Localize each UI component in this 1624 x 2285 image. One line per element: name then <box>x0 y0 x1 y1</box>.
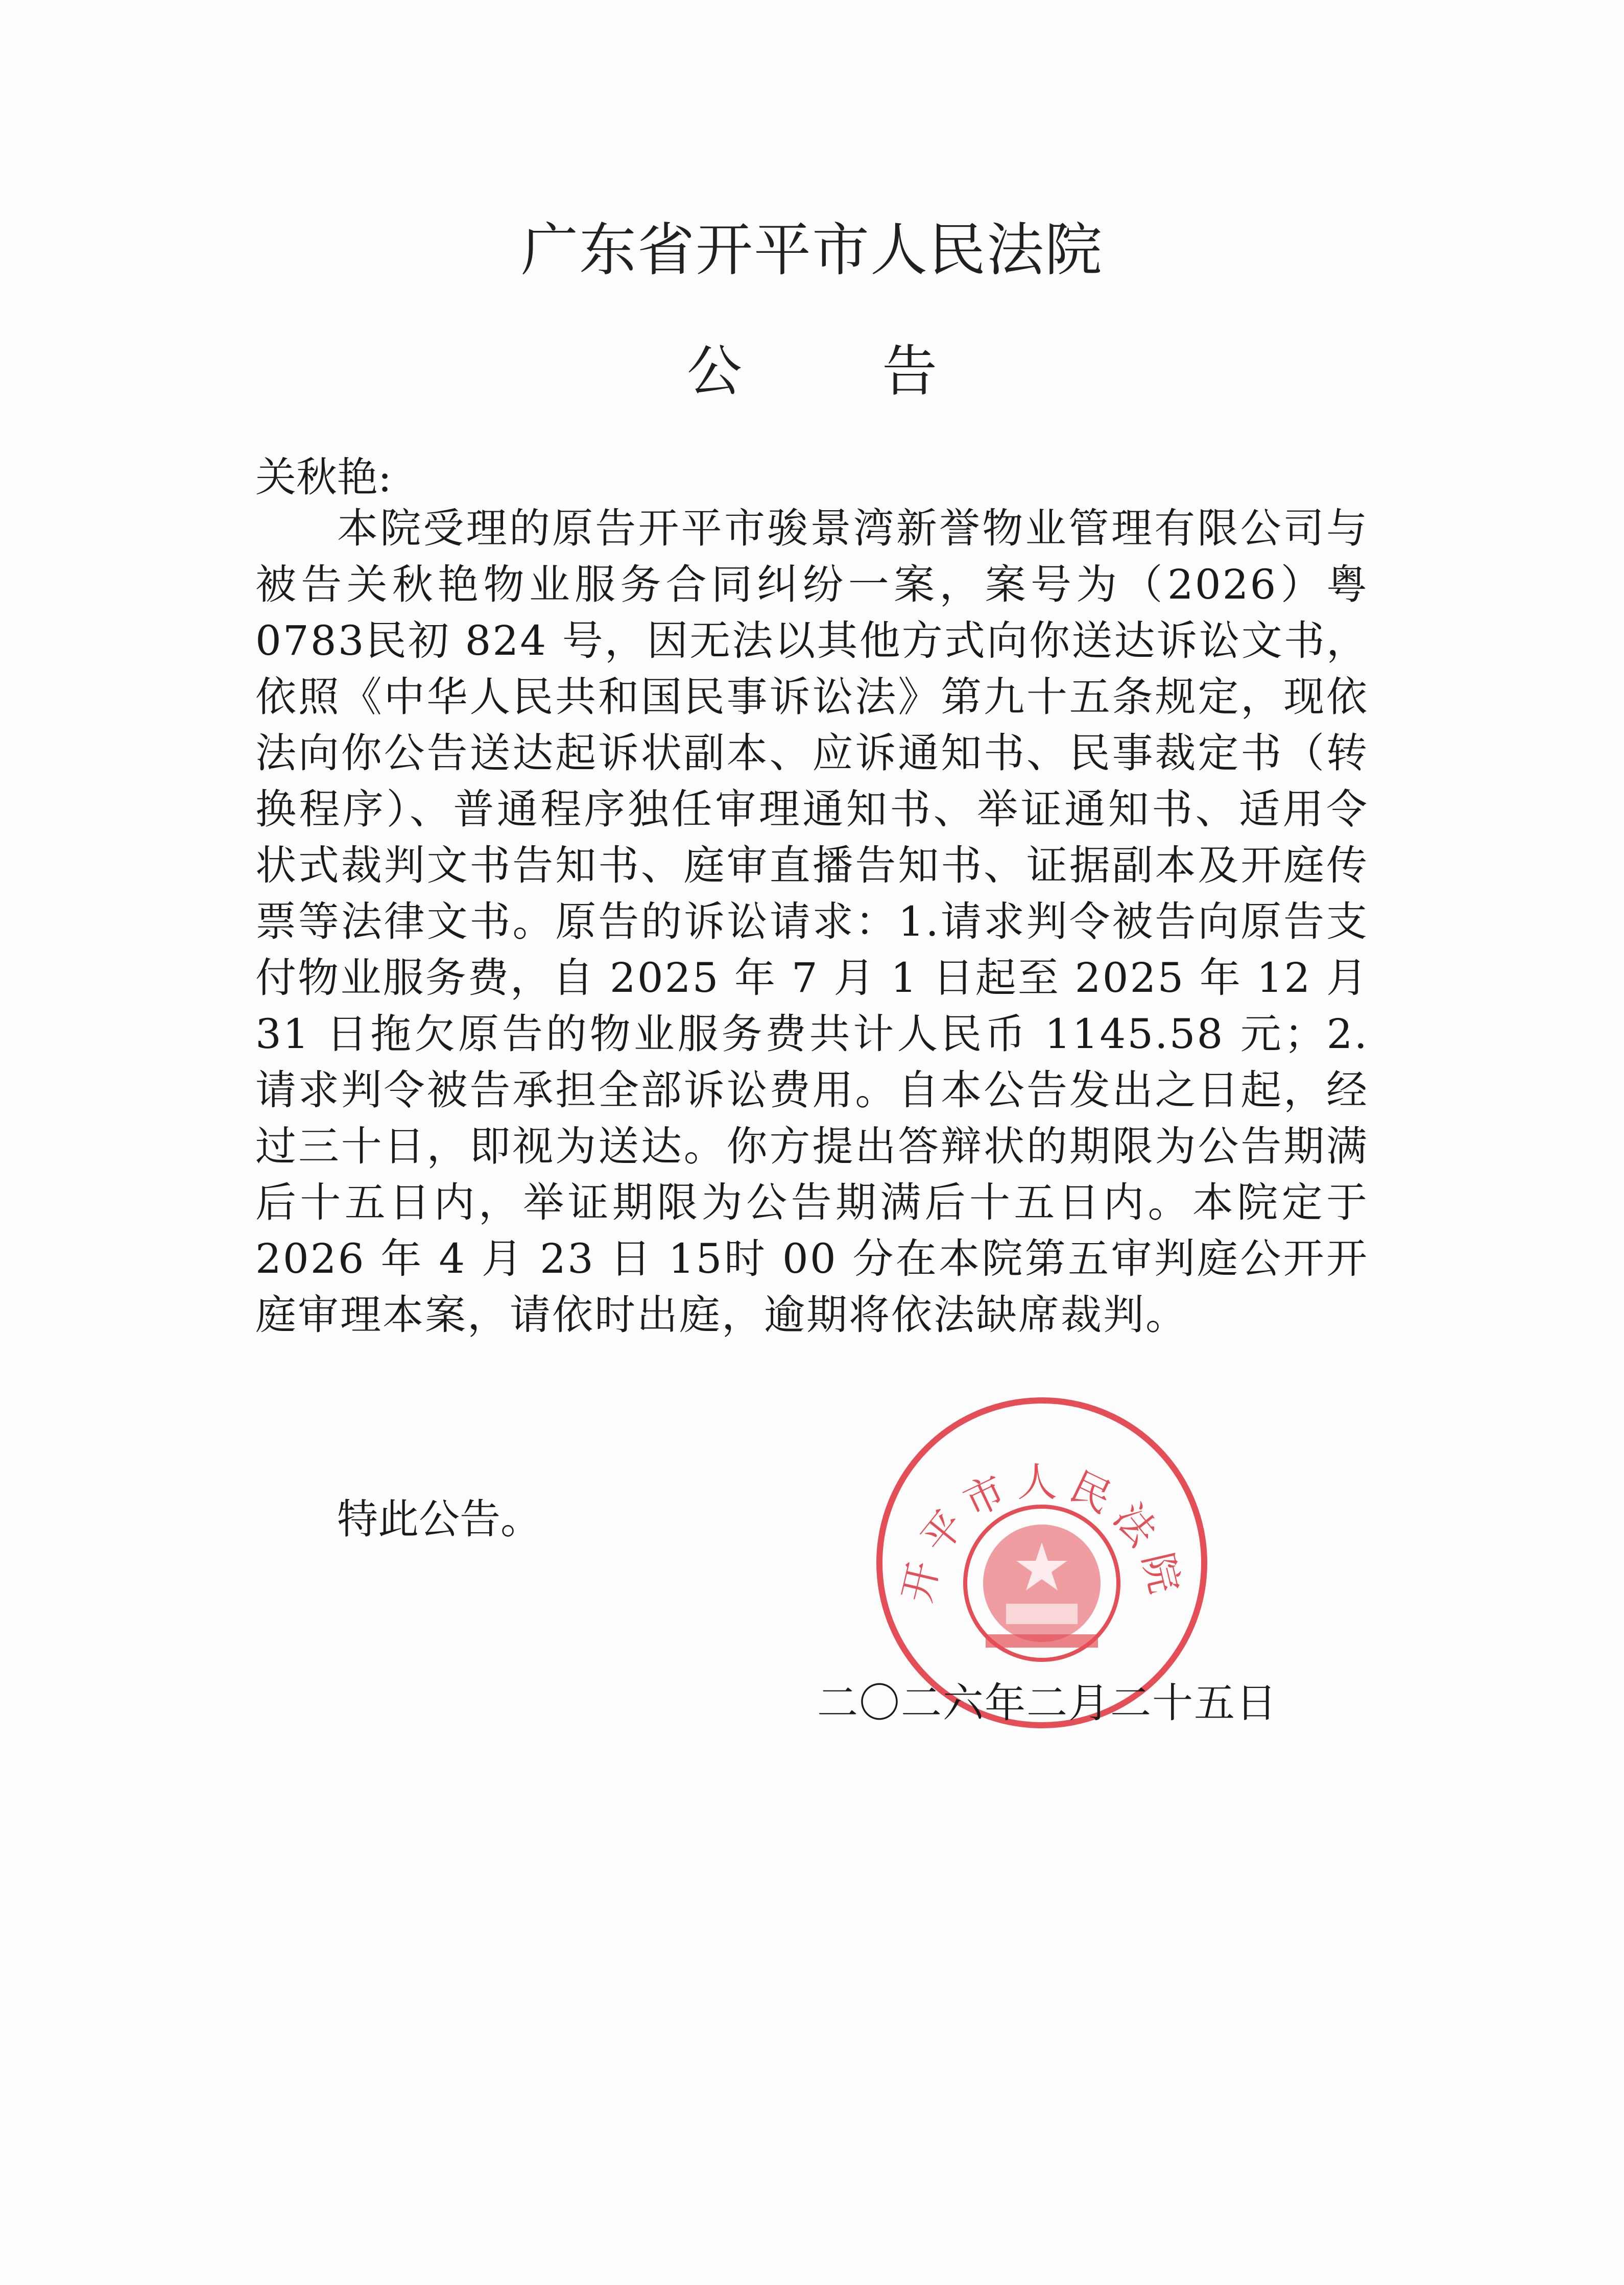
issue-date: 二〇二六年二月二十五日 <box>817 1679 1278 1727</box>
court-name-heading: 广东省开平市人民法院 <box>521 217 1103 283</box>
addressee: 关秋艳: <box>255 454 392 501</box>
closing-statement: 特此公告。 <box>337 1495 541 1543</box>
national-emblem-icon <box>965 1507 1118 1660</box>
notice-body: 本院受理的原告开平市骏景湾新誉物业管理有限公司与被告关秋艳物业服务合同纠纷一案，案号为（2026）粤 0783民初 824 号，因无法以其他方式向你送达诉讼文书，依照《中华人民共和国民事诉讼法》第九十五条规定，现依法向你公告送达起诉状副本、应诉通知书、民事裁定书（转换程序）、普通程序独任审理通知书、举证通知书、适用令状式裁判文书告知书、庭审直播告知书、证据副本及开庭传票等法律文书。原告的诉讼请求：1.请求判令被告向原告支付物业服务费，自 2025 年 7 月 1 日起至 2025 年 12 月 31 日拖欠原告的物业服务费共计人民币 1145.58 元；2.请求判令被告承担全部诉讼费用。自本公告发出之日起，经过三十日，即视为送达。你方提出答辩状的期限为公告期满后十五日内，举证期限为公告期满后十五日内。本院定于 2026 年 4 月 23 日 15时 00 分在本院第五审判庭公开开庭审理本案，请依时出庭，逾期将依法缺席裁判。 <box>255 505 1369 1339</box>
seal-text: 开平市人民法院 <box>894 1459 1190 1607</box>
notice-title: 公 告 <box>686 340 999 403</box>
